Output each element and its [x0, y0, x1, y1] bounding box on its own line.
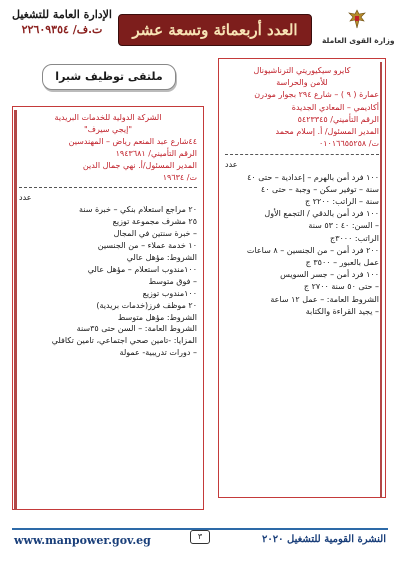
- right-item: ١٠٠ فرد أمن بالهرم – إعدادية – حتى ٤٠: [247, 172, 379, 182]
- right-item: سنة – توفير سكن – وجبة – حتى ٤٠: [260, 184, 379, 194]
- footer-bulletin-title: النشرة القومية للتشغيل ٢٠٢٠: [262, 534, 386, 545]
- right-item: عمل بالعبور – ٣٥٠٠ ج: [305, 258, 379, 268]
- right-item: ٢٠٠ فرد أمن – من الجنسين – ٨ ساعات: [246, 245, 379, 255]
- right-item: – يجيد القراءة والكتابة: [305, 306, 379, 316]
- page-number: ٣: [190, 530, 210, 544]
- dept-block: [8, 8, 116, 36]
- right-company-name: كايرو سيكيوريتي الترناشيونال: [253, 66, 351, 75]
- issue-banner: العدد أربعمائة وتسعة عشر: [118, 14, 312, 46]
- right-manager: المدير المسئول/ أ. إسلام محمد: [275, 127, 379, 137]
- right-address-2: أكاديمي – المعادي الجديدة: [291, 102, 379, 112]
- left-phone: ت/ ١٩٦٣٤: [162, 172, 197, 182]
- right-item: ١٠٠ فرد أمن بالدقي / التجمع الأول: [264, 209, 379, 219]
- left-item: المزايا: -تامين صحي اجتماعي، تامين تكافلي: [51, 336, 197, 346]
- right-column-box: [218, 58, 386, 498]
- dept-fax: ت.ف/ ٢٢٦٠٩٣٥٤: [21, 23, 103, 36]
- right-item: الشروط العامة: – عمل ١٢ ساعة: [270, 294, 379, 304]
- left-item: – دورات تدريبية- عمولة: [119, 348, 197, 358]
- left-manager: المدير المسئول/أ. نهي جمال الدين: [82, 160, 197, 170]
- right-item: – حتى ٥٠ سنة ٢٧٠٠ ج: [303, 282, 379, 292]
- left-item: ٢٠ موظف فرز(خدمات بريدية): [96, 300, 197, 310]
- left-item: الشروط العامة: – السن حتى ٣٥سنة: [76, 324, 197, 334]
- left-company-name: الشركة الدولية للخدمات البريدية: [54, 113, 162, 122]
- footer: [0, 514, 400, 554]
- right-company-sub: للأمن والحراسة: [276, 78, 328, 88]
- forum-title: ملتقى توظيف شبرا: [42, 64, 176, 90]
- left-column-box: [12, 106, 204, 510]
- left-address: ٤٤شارع عبد المنعم رياض – المهندسين: [68, 136, 197, 146]
- left-item: ١٠ خدمة عملاء – من الجنسين: [97, 241, 197, 251]
- left-item: ١٠٠مندوب استعلام – مؤهل عالي: [87, 264, 197, 274]
- left-column-accent: [14, 110, 17, 510]
- dept-name: الإدارة العامة للتشغيل: [12, 8, 112, 21]
- left-item: – خبرة سنتين في المجال: [113, 229, 197, 239]
- right-address-1: عمارة ( ٩ ) – شارع ٢٩٤ بجوار مودرن: [254, 90, 379, 100]
- left-item: ٢٠ مراجع استعلام بنكي – خبرة سنة: [79, 205, 197, 215]
- count-label: عدد: [225, 160, 238, 170]
- count-label: عدد: [19, 193, 32, 203]
- right-phone: ت/ ٠١٠١٦٦٥٥٢٥٨: [318, 139, 379, 149]
- right-item: – السن: ٤٠ : ٥٣ سنة: [308, 221, 379, 231]
- left-item: ١٠٠مندوب توزيع: [142, 288, 197, 298]
- divider: [225, 154, 379, 155]
- left-insurance: الرقم التأميني/ ١٩٤٣٦٨١: [115, 148, 197, 158]
- left-item: الشروط: مؤهل متوسط: [117, 312, 197, 322]
- left-item: الشروط: مؤهل عالي: [126, 252, 197, 262]
- left-item: ٢٥ مشرف مجموعة توزيع: [112, 217, 197, 227]
- eagle-emblem-icon: [346, 8, 368, 30]
- right-item: ١٠٠ فرد أمن – جسر السويس: [280, 270, 379, 280]
- left-item: – فوق متوسط: [148, 276, 197, 286]
- right-insurance: الرقم التأميني/ ٥٤٢٣٣٤٥: [297, 114, 379, 124]
- right-column-accent: [380, 62, 383, 498]
- divider: [19, 187, 197, 188]
- left-company-sub: "إيجي سيرف": [83, 124, 132, 134]
- ministry-logo: [322, 8, 395, 45]
- left-column: [12, 58, 204, 510]
- right-item: سنة – الراتب: ٢٢٠٠ ج: [304, 197, 379, 207]
- ministry-name: وزارة القوى العاملة: [322, 36, 395, 45]
- right-item: الراتب: ٣٠٠٠ج: [330, 233, 379, 243]
- footer-url[interactable]: www.manpower.gov.eg: [14, 534, 151, 547]
